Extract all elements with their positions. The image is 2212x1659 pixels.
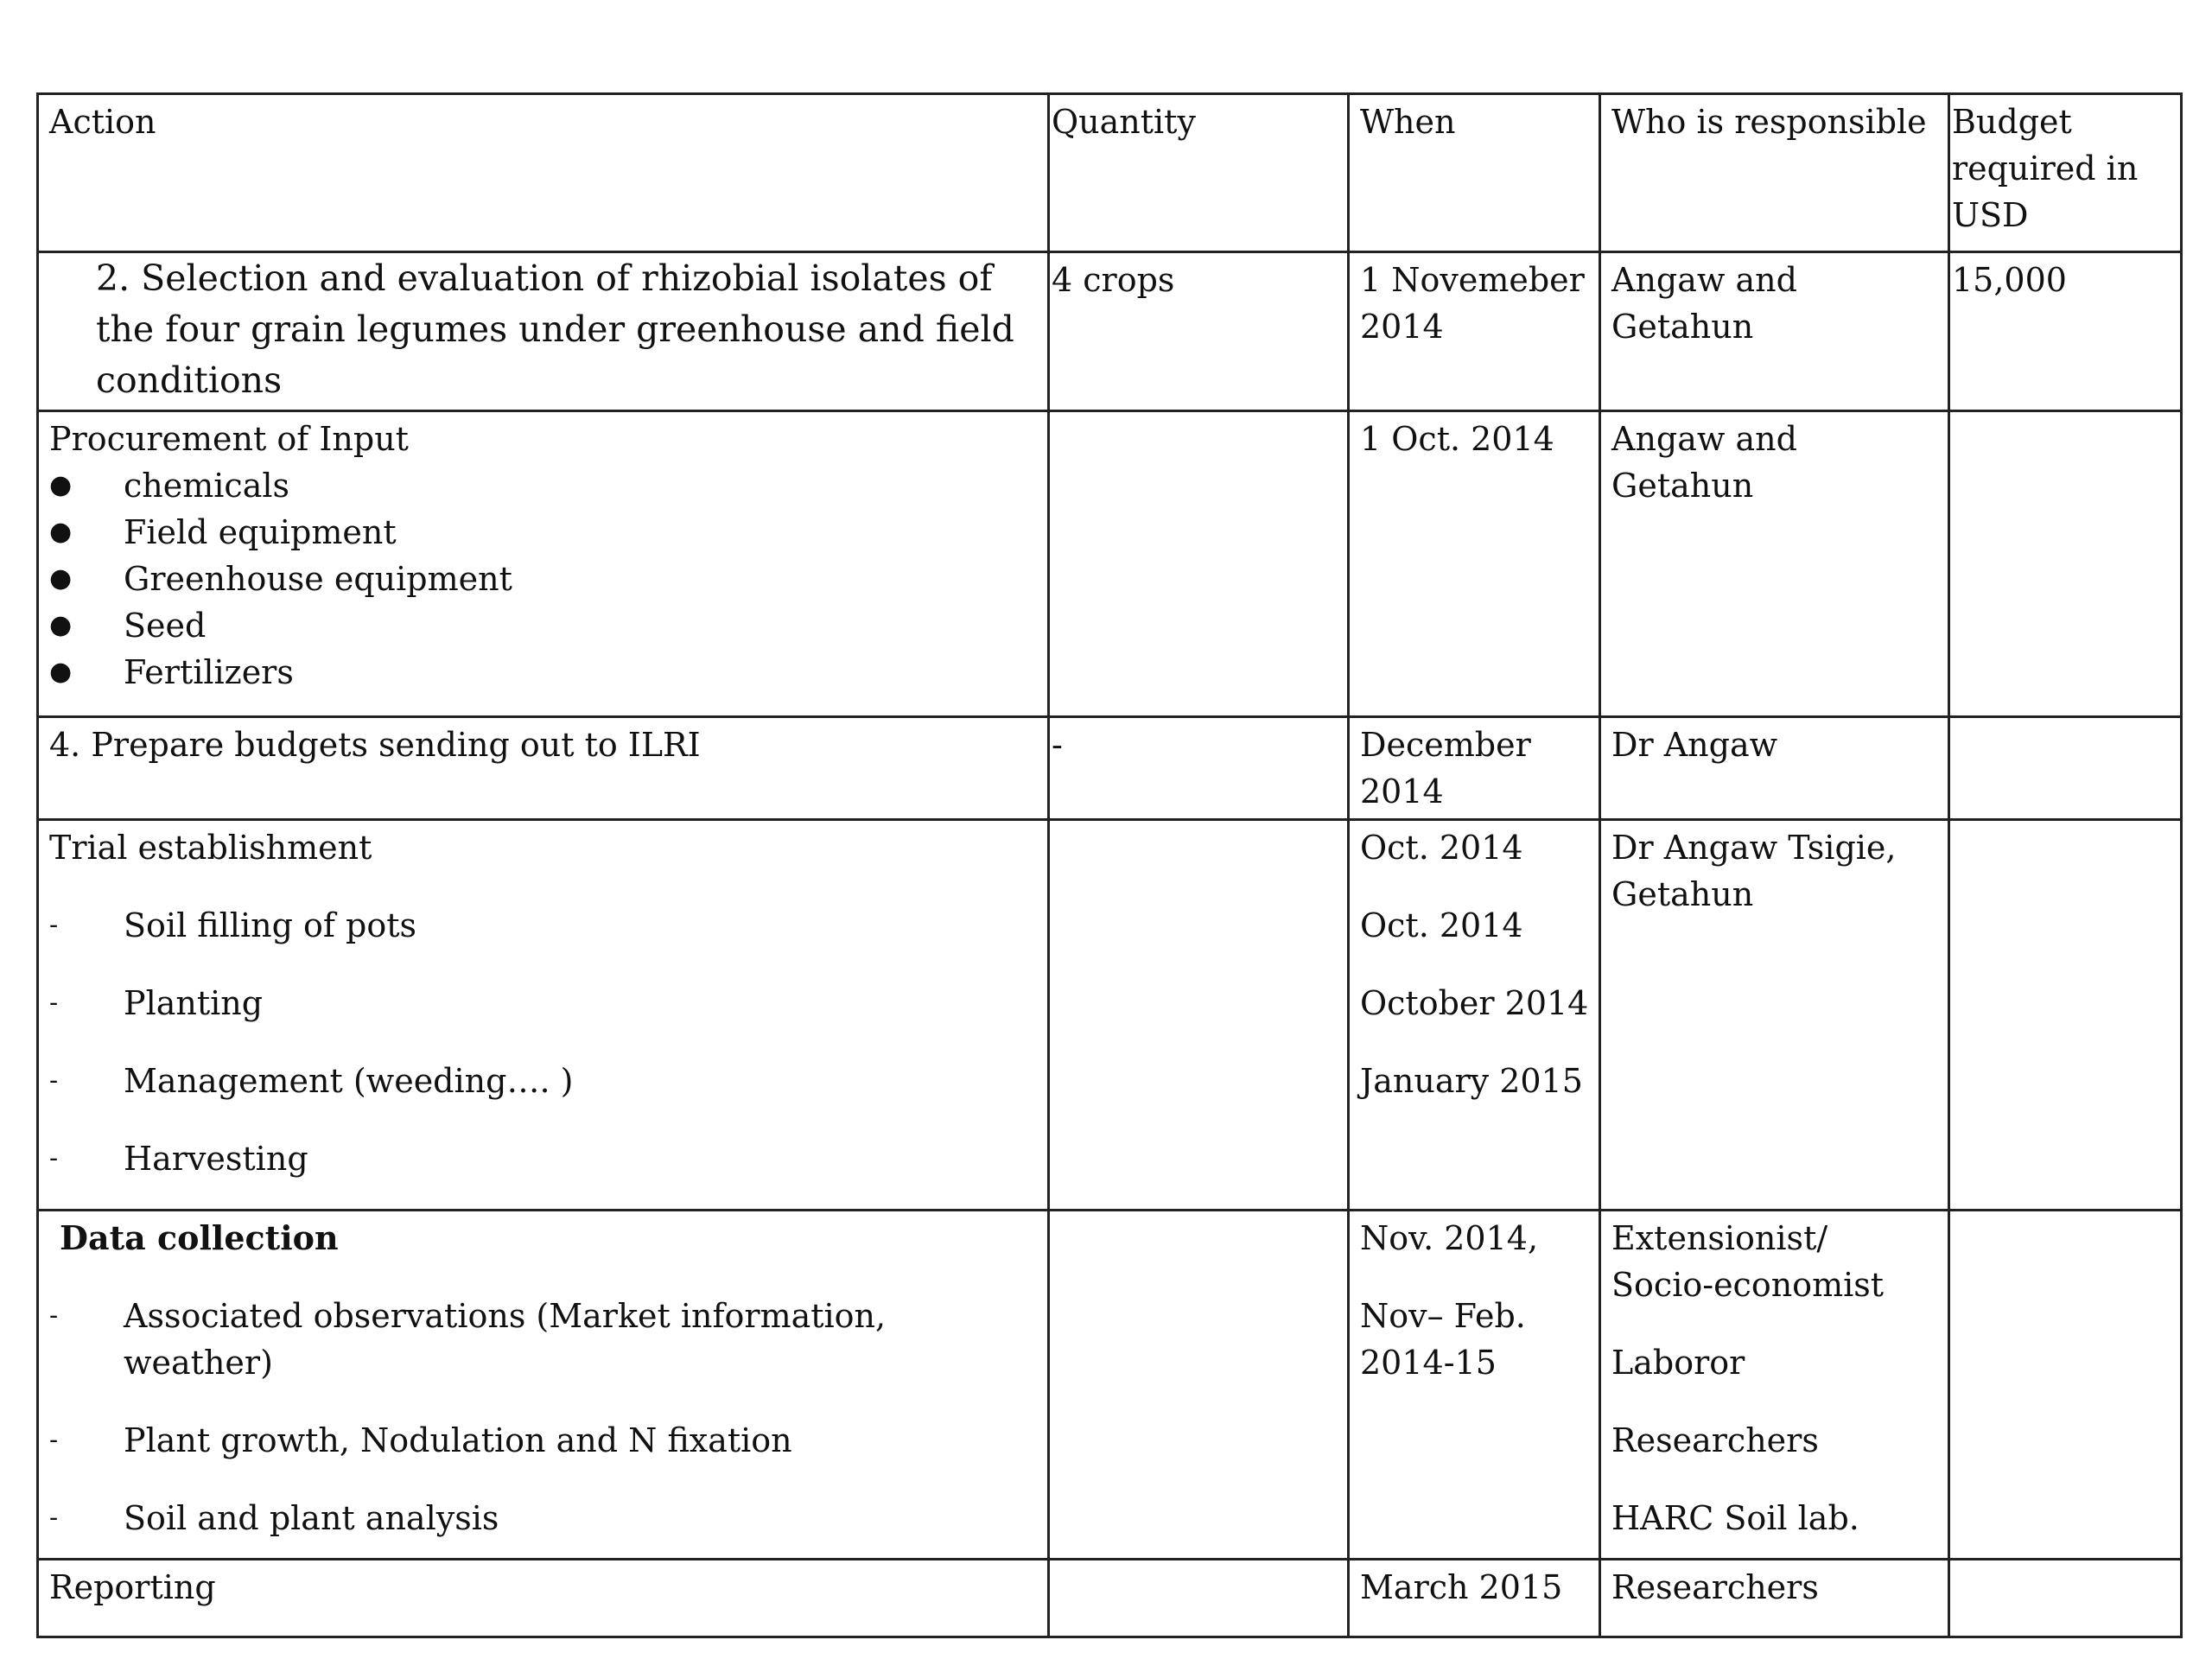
list-item: ● Greenhouse equipment [49, 560, 512, 598]
trial-title: Trial establishment [49, 829, 372, 867]
data-collection-when-item: Nov– Feb. 2014-15 [1360, 1297, 1526, 1382]
budgets-quantity: - [1049, 717, 1349, 820]
data-collection-who-item: Laboror [1611, 1344, 1745, 1382]
budgets-action: 4. Prepare budgets sending out to ILRI [38, 717, 1049, 820]
trial-when-item: Oct. 2014 [1360, 906, 1523, 944]
data-collection-budget [1949, 1211, 2182, 1560]
budgets-budget [1949, 717, 2182, 820]
data-collection-when [1349, 1211, 1600, 1560]
trial-who: Dr Angaw Tsigie, Getahun [1600, 820, 1949, 1211]
list-item: - Plant growth, Nodulation and N fixation [49, 1421, 792, 1459]
list-item: - Planting [49, 984, 264, 1022]
trial-when-item: Oct. 2014 [1360, 829, 1523, 867]
list-item: ● chemicals [49, 467, 290, 505]
trial-when [1349, 820, 1600, 1211]
reporting-row [38, 1560, 2182, 1637]
data-collection-title: Data collection [60, 1218, 339, 1257]
data-collection-who-item: HARC Soil lab. [1611, 1499, 1859, 1537]
section-when: 1 Novemeber 2014 [1349, 252, 1600, 411]
header-when: When [1349, 94, 1600, 252]
data-collection-who-item: Extensionist/ Socio-economist [1611, 1219, 1885, 1304]
list-item: ● Seed [49, 607, 207, 645]
list-item: - Associated observations (Market information, weather) [49, 1297, 887, 1382]
section-who: Angaw and Getahun [1600, 252, 1949, 411]
section-budget: 15,000 [1949, 252, 2182, 411]
data-collection-action [38, 1211, 1049, 1560]
action-plan-table [36, 92, 2183, 1638]
trial-quantity [1049, 820, 1349, 1211]
list-item: - Soil filling of pots [49, 906, 416, 944]
budgets-who: Dr Angaw [1600, 717, 1949, 820]
procurement-quantity [1049, 411, 1349, 717]
procurement-when: 1 Oct. 2014 [1349, 411, 1600, 717]
data-collection-who [1600, 1211, 1949, 1560]
header-row [38, 94, 2182, 252]
section-quantity: 4 crops [1049, 252, 1349, 411]
data-collection-list [49, 1293, 1039, 1541]
section-title: 2. Selection and evaluation of rhizobial isolates of the four grain legumes under greenhouse and field conditions [38, 252, 1049, 411]
procurement-row [38, 411, 2182, 717]
trial-action [38, 820, 1049, 1211]
header-budget: Budget required in USD [1949, 94, 2182, 252]
trial-when-item: January 2015 [1360, 1062, 1583, 1100]
reporting-when: March 2015 [1349, 1560, 1600, 1637]
header-who: Who is responsible [1600, 94, 1949, 252]
reporting-action: Reporting [38, 1560, 1049, 1637]
list-item: - Soil and plant analysis [49, 1499, 499, 1537]
budgets-row [38, 717, 2182, 820]
budgets-when: December 2014 [1349, 717, 1600, 820]
list-item: ● Field equipment [49, 513, 397, 551]
trial-budget [1949, 820, 2182, 1211]
header-quantity: Quantity [1049, 94, 1349, 252]
data-collection-who-item: Researchers [1611, 1421, 1819, 1459]
list-item: ● Fertilizers [49, 653, 294, 691]
list-item: - Harvesting [49, 1140, 308, 1178]
data-collection-when-item: Nov. 2014, [1360, 1219, 1539, 1257]
trial-list [49, 902, 1039, 1182]
trial-row [38, 820, 2182, 1211]
reporting-who: Researchers [1600, 1560, 1949, 1637]
data-collection-quantity [1049, 1211, 1349, 1560]
reporting-budget [1949, 1560, 2182, 1637]
list-item: - Management (weeding…. ) [49, 1062, 574, 1100]
procurement-list [49, 462, 1039, 696]
procurement-title: Procurement of Input [49, 420, 409, 458]
data-collection-row [38, 1211, 2182, 1560]
section-row [38, 252, 2182, 411]
trial-when-item: October 2014 [1360, 984, 1589, 1022]
procurement-who: Angaw and Getahun [1600, 411, 1949, 717]
procurement-action [38, 411, 1049, 717]
procurement-budget [1949, 411, 2182, 717]
header-action: Action [38, 94, 1049, 252]
reporting-quantity [1049, 1560, 1349, 1637]
